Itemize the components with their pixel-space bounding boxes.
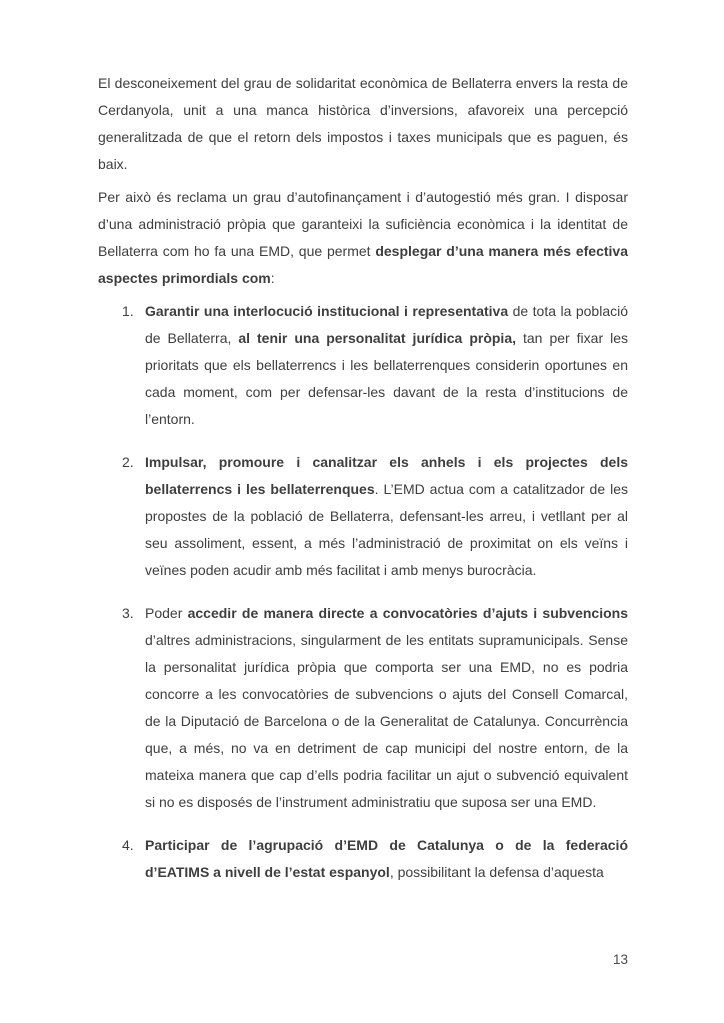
list-item-4 <box>98 832 628 886</box>
text-segment: d’altres administracions, singularment de les entitats supramunicipals. Sense la personalitat jurídica pròpia que comporta ser una EMD, no es podria concorre a les convocatòries de subvencions o ajuts del Consell Comarcal, de la Diputació de Barcelona o de la Generalitat de Catalunya. Concurrència que, a més, no va en detriment de cap municipi del nostre entorn, de la mateixa manera que cap d’ells podria facilitar un ajut o subvenció equivalent si no es disposés de l’instrument administratiu que suposa ser una EMD. <box>145 632 628 810</box>
text-segment: , possibilitant la defensa d’aquesta <box>389 864 604 880</box>
numbered-list <box>98 298 628 886</box>
list-item-number: 3. <box>122 605 134 621</box>
text-segment-bold: Impulsar, promoure i canalitzar els anhels i els projectes dels bellaterrencs i les bellaterrenques <box>145 454 628 497</box>
list-item-2 <box>98 449 628 584</box>
list-item-number: 2. <box>122 454 134 470</box>
list-item-number: 1. <box>122 303 134 319</box>
text-segment-bold: Participar de l’agrupació d’EMD de Catalunya o de la federació d’EATIMS a nivell de l’estat espanyol <box>145 837 628 880</box>
page-number: 13 <box>612 952 628 967</box>
list-item-1 <box>98 298 628 433</box>
text-segment: : <box>270 270 275 286</box>
text-segment-bold: accedir de manera directe a convocatòries d’ajuts i subvencions <box>187 605 628 621</box>
text-segment-bold: al tenir una personalitat jurídica pròpia, <box>238 330 517 346</box>
text-segment: de tota la població de Bellaterra, <box>145 303 628 346</box>
paragraph <box>98 184 628 292</box>
text-segment-bold: Garantir una interlocució institucional i representativa <box>145 303 509 319</box>
text-segment: Poder <box>145 605 188 621</box>
paragraph <box>98 70 628 178</box>
document-content <box>98 70 628 886</box>
text-segment-bold: desplegar d’una manera més efectiva aspectes primordials com <box>98 243 628 286</box>
text-segment: tan per fixar les prioritats que els bellaterrencs i les bellaterrenques considerin oportunes en cada moment, com per defensar-les davant de la resta d’institucions de l’entorn. <box>145 330 628 427</box>
text-segment: Per això és reclama un grau d’autofinançament i d’autogestió més gran. I disposar d’una administració pròpia que garanteixi la suficiència econòmica i la identitat de Bellaterra com ho fa una EMD, que permet <box>98 189 628 259</box>
text-segment: . L’EMD actua com a catalitzador de les propostes de la població de Bellaterra, defensant-les arreu, i vetllant per al seu assoliment, essent, a més l’administració de proximitat on els veïns i veïnes poden acudir amb més facilitat i amb menys burocràcia. <box>145 481 628 578</box>
list-item-3 <box>98 600 628 816</box>
list-item-number: 4. <box>122 837 134 853</box>
text-segment: El desconeixement del grau de solidaritat econòmica de Bellaterra envers la resta de Cerdanyola, unit a una manca històrica d’inversions, afavoreix una percepció generalitzada de que el retorn dels impostos i taxes municipals que es paguen, és baix. <box>98 75 628 172</box>
